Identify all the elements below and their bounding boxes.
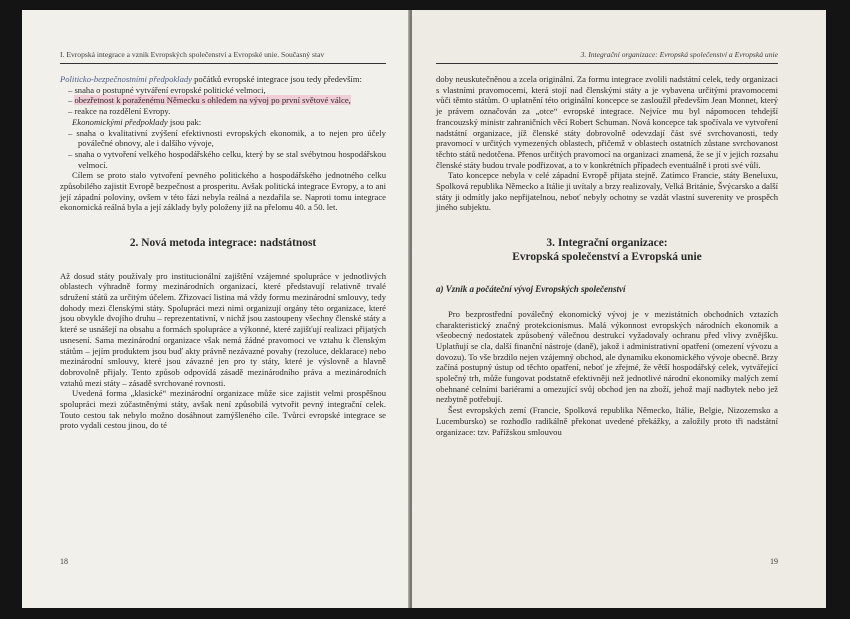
list-item-text: obezřetnost k poraženému Německu s ohledem na vývoj po první světové válce, (74, 95, 351, 106)
paragraph: Tato koncepce nebyla v celé západní Evropě přijata stejně. Zatímco Francie, státy Beneluxu, Spolková republika Německo a Itálie ji uvítaly a brzy realizovaly, Velká Británie, Švýcarsko a další státy ji odmítly jako nepřijatelnou, neboť nebyly ochotny se vzdát vlastní suverenity ve prospěch jiného subjektu. (436, 170, 778, 213)
list-item-text: snaha o kvalitativní zvýšení efektivnosti evropských ekonomik, a to nejen pro účely poválečné obnovy, ale i dalšího vývoje, (76, 127, 386, 149)
list-item: – reakce na rozdělení Evropy. (68, 106, 171, 117)
running-head: 3. Integrační organizace: Evropská společenství a Evropská unie (580, 50, 778, 59)
paragraph: Až dosud státy používaly pro institucionální zajištění vzájemné spolupráce v jednotlivých oblastech výhradně formy mezinárodních organizací, které představují relativně trvalé sdružení států za určitým účelem. Zřizovací listina má vždy formu mezinárodní smlouvy, tedy dohody mezi členskými státy. Spolupráci mezi nimi organizují orgány této organizace, které jsou obvykle dvojího druhu – reprezentativní, v nichž jsou zastoupeny všechny členské státy a které se usnášejí na obsahu a formách spolupráce a výkonné, které zajišťují realizaci přijatých usnesení. Sama mezinárodní organizace však nemá žádné pravomoci ve vztahu k členským státům – jejím produktem jsou buď akty právně nezávazné povahy (rezoluce, deklarace) nebo mezinárodní smlouvy, které jsou závazné jen pro ty státy, které je výslovně a hlavně dobrovolně přijaly. Tento způsob odpovídá zásadě mezinárodního práva a mezinárodních vztahů mezi státy – zásadě svrchované rovnosti. (60, 270, 386, 388)
header-rule (60, 63, 386, 64)
paragraph (60, 117, 386, 128)
chapter-title: 2. Nová metoda integrace: nadstátnost (129, 237, 317, 250)
chapter-title-line: Evropská společenství a Evropská unie (512, 250, 702, 263)
left-page (22, 10, 410, 608)
paragraph (60, 74, 386, 85)
list-item: – snaha o vytvoření velkého hospodářského celku, který by se stal svébytnou hospodářskou velmocí. (68, 148, 386, 170)
list-item: – obezřetnost k poraženému Německu s ohledem na vývoj po první světové válce, (68, 95, 351, 106)
paragraph: Šest evropských zemí (Francie, Spolková republika Německo, Itálie, Belgie, Nizozemsko a Lucembursko) se rozhodlo radikálně překonat uvedené překážky, a založily proto tři nadstátní organizace: tzv. Pařížskou smlouvou (436, 405, 778, 437)
emphasis: Politicko-bezpečnostními předpoklady (60, 74, 192, 84)
page-body (60, 74, 386, 431)
page-number: 19 (770, 557, 778, 566)
emphasis: Ekonomickými předpoklady (72, 116, 168, 127)
section-title: a) Vznik a počáteční vývoj Evropských společenství (436, 284, 626, 295)
list-item-text: snaha o postupné vytváření evropské politické velmoci, (74, 84, 266, 95)
paragraph: Uvedená forma „klasické“ mezinárodní organizace může sice zajistit velmi prospěšnou spolupráci mezi zúčastněnými státy, avšak není způsobilá vytvořit pevný integrační celek. Touto cestou tak nebylo možno dosáhnout zamýšleného cíle. Tvůrci evropské integrace se proto vydali cestou jinou, do té (60, 388, 386, 431)
text: jsou pak: (167, 116, 202, 127)
paragraph: Pro bezprostřední poválečný ekonomický vývoj je v mezistátních obchodních vztazích charakteristický značný protekcionismus. Malá výkonnost evropských národních ekonomik a všeobecný nedostatek způsobený válečnou destrukcí vyžadovaly ochranu před vlivy zvnějšku. Uplatňují se cla, další finanční nástroje (daně), jakož i administrativní opatření (omezení vývozu a dovozu). To vše brzdilo nejen vzájemný obchod, ale dynamiku ekonomického vývoje obecně. Brzy začíná postupný ústup od těchto opatření, neboť je zřejmé, že větší hospodářský celek, vytvářející společný trh, může fungovat podstatně efektivněji než jednotlivé národní ekonomiky malých zemí obehnané celními bariérami a omezující svůj obchod jen na zboží, jehož mají nadbytek nebo jež nezbytně potřebují. (436, 308, 778, 405)
list-item: – snaha o kvalitativní zvýšení efektivnosti evropských ekonomik, a to nejen pro účely poválečné obnovy, ale i dalšího vývoje, (68, 127, 386, 149)
right-page (412, 10, 826, 608)
page-body (436, 74, 778, 437)
page-number: 18 (60, 557, 68, 566)
running-head: I. Evropská integrace a vznik Evropských společenství a Evropské unie. Současný stav (60, 50, 325, 59)
text: počátků evropské integrace jsou tedy především: (191, 74, 362, 84)
chapter-title (436, 237, 778, 264)
list-item-text: reakce na rozdělení Evropy. (74, 106, 171, 117)
list-item-text: snaha o vytvoření velkého hospodářského celku, který by se stal svébytnou hospodářskou velmocí. (74, 148, 386, 170)
chapter-title-line: 3. Integrační organizace: (546, 237, 668, 250)
list-item: – snaha o postupné vytváření evropské politické velmoci, (68, 84, 266, 95)
paragraph: Cílem se proto stalo vytvoření pevného politického a hospodářského jednotného celku způsobilého zajistit Evropě bezpečnost a prosperitu. Avšak politická integrace Evropy, a to ani její západní poloviny, ovšem v této fázi nebyla reálná a nezdařila se. Naproti tomu integrace ekonomická reálná byla a její základy byly položeny již na přelomu 40. a 50. let. (60, 170, 386, 213)
header-rule (436, 63, 778, 64)
paragraph: doby neuskutečněnou a zcela originální. Za formu integrace zvolili nadstátní celek, tedy organizaci s vlastními pravomocemi, která stojí nad členskými státy a je vybavena určitými pravomocemi vůči těmto státům. O uplatnění této originální koncepce se zasloužil především Jean Monnet, který je právem označován za „otce“ evropské integrace. Nejvíce mu byl nápomocen tehdejší francouzský ministr zahraničních věcí Robert Schuman. Nová koncepce tak spočívala ve vytvoření nadstátní organizace, jíž členské státy dobrovolně odevzdají část své svrchovanosti, tedy pravomocí v určitých vymezených oblastech, přičemž v oblastech ostatních zůstane svrchovanost těchto států nedotčena. Přenos určitých pravomocí na organizaci znamená, že se jí v jejich rozsahu členské státy budou trvale podřizovat, a to v konkrétních případech eventuálně i proti své vůli. (436, 74, 778, 170)
